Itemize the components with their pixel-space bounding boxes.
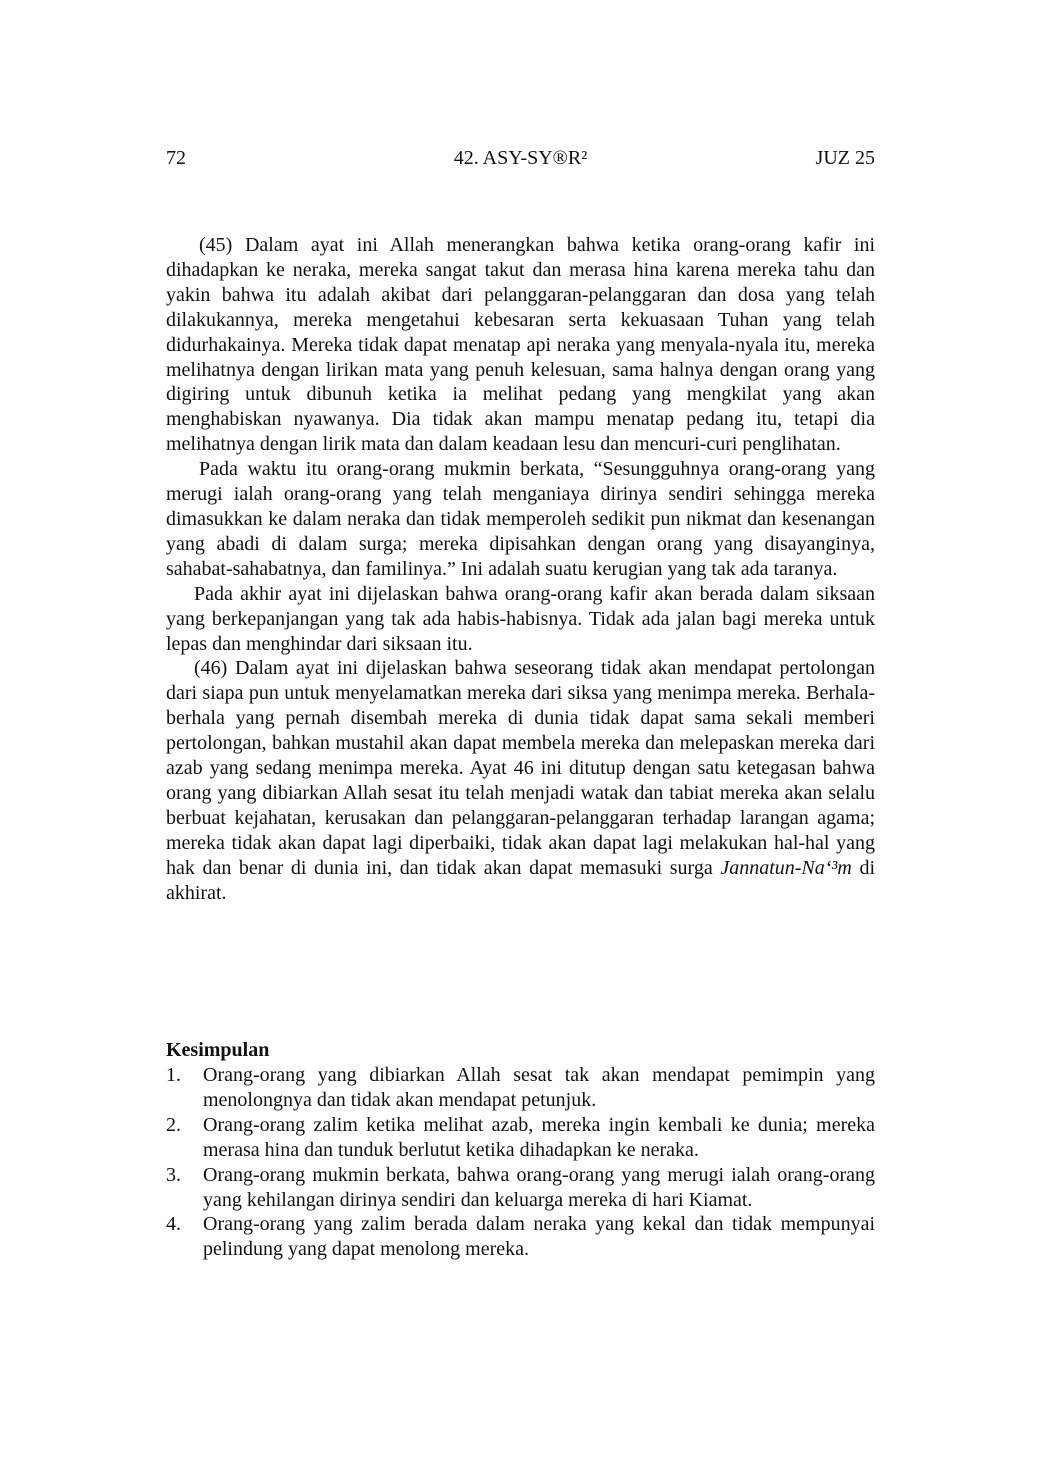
- paragraph-verse-46-text: (46) Dalam ayat ini dijelaskan bahwa seseorang tidak akan mendapat pertolongan dari siapa pun untuk menyelamatkan mereka dari siksa yang menimpa mereka. Berhala-berhala yang pernah disembah mereka di dunia tidak dapat sama sekali memberi pertolongan, bahkan mustahil akan dapat membela mereka dan melepaskan mereka dari azab yang sedang menimpa mereka. Ayat 46 ini ditutup dengan satu ketegasan bahwa orang yang dibiarkan Allah sesat itu telah menjadi watak dan tabiat mereka akan selalu berbuat kejahatan, kerusakan dan pelanggaran-pelanggaran terhadap larangan agama; mereka tidak akan dapat lagi diperbaiki, tidak akan dapat lagi melakukan hal-hal yang hak dan benar di dunia ini, dan tidak akan dapat memasuki surga: [166, 657, 875, 879]
- list-item-number: 4.: [166, 1213, 181, 1236]
- paragraph-end-of-verse: Pada akhir ayat ini dijelaskan bahwa orang-orang kafir akan berada dalam siksaan yang berkepanjangan yang tak ada habis-habisnya. Tidak ada jalan bagi mereka untuk lepas dan menghindar dari siksaan itu.: [166, 582, 875, 655]
- list-item-text: Orang-orang mukmin berkata, bahwa orang-orang yang merugi ialah orang-orang yang kehilangan dirinya sendiri dan keluarga mereka di hari Kiamat.: [203, 1163, 875, 1211]
- page-number: 72: [166, 147, 186, 169]
- juz-label: JUZ 25: [815, 147, 875, 169]
- paragraph-verse-46: [166, 656, 875, 905]
- list-item-number: 1.: [166, 1064, 181, 1086]
- page-header: [166, 143, 875, 173]
- list-item: [166, 1063, 875, 1113]
- body-text: [166, 233, 875, 905]
- conclusion-list: [166, 1063, 875, 1262]
- paragraph-verse-46-end: di akhirat.: [166, 856, 875, 904]
- list-item-text: Orang-orang zalim ketika melihat azab, mereka ingin kembali ke dunia; mereka merasa hina dan tunduk berlutut ketika dihadapkan ke neraka.: [203, 1113, 875, 1161]
- jannatun-naim-term: Jannatun-Na‘³m: [720, 856, 852, 879]
- list-item-text: Orang-orang yang zalim berada dalam neraka yang kekal dan tidak mempunyai pelindung yang dapat menolong mereka.: [203, 1213, 875, 1261]
- conclusion-heading: Kesimpulan: [166, 1039, 270, 1061]
- list-item: [166, 1212, 875, 1262]
- paragraph-verse-45: (45) Dalam ayat ini Allah menerangkan bahwa ketika orang-orang kafir ini dihadapkan ke neraka, mereka sangat takut dan merasa hina karena mereka tahu dan yakin bahwa itu adalah akibat dari pelanggaran-pelanggaran dan dosa yang telah dilakukannya, mereka mengetahui kebesaran serta kekuasaan Tuhan yang telah didurhakainya. Mereka tidak dapat menatap api neraka yang menyala-nyala itu, mereka melihatnya dengan lirikan mata yang penuh kelesuan, sama halnya dengan orang yang digiring untuk dibunuh ketika ia melihat pedang yang mengkilat yang akan menghabiskan nyawanya. Dia tidak akan mampu menatap pedang itu, tetapi dia melihatnya dengan lirik mata dan dalam keadaan lesu dan mencuri-curi penglihatan.: [166, 234, 875, 456]
- list-item-number: 3.: [166, 1163, 181, 1186]
- list-item-number: 2.: [166, 1113, 181, 1136]
- chapter-title: 42. ASY-SY®R²: [453, 147, 588, 169]
- list-item-text: Orang-orang yang dibiarkan Allah sesat tak akan mendapat pemimpin yang menolongnya dan tidak akan mendapat petunjuk.: [203, 1064, 875, 1111]
- list-item: [166, 1113, 875, 1163]
- conclusion-section: [166, 1037, 875, 1262]
- paragraph-believers-statement: Pada waktu itu orang-orang mukmin berkata, “Sesungguhnya orang-orang yang merugi ialah orang-orang yang telah menganiaya dirinya sendiri sehingga mereka dimasukkan ke dalam neraka dan tidak memperoleh sedikit pun nikmat dan kesenangan yang abadi di dalam surga; mereka dipisahkan dengan orang yang disayanginya, sahabat-sahabatnya, dan familinya.” Ini adalah suatu kerugian yang tak ada taranya.: [166, 458, 875, 580]
- list-item: [166, 1163, 875, 1213]
